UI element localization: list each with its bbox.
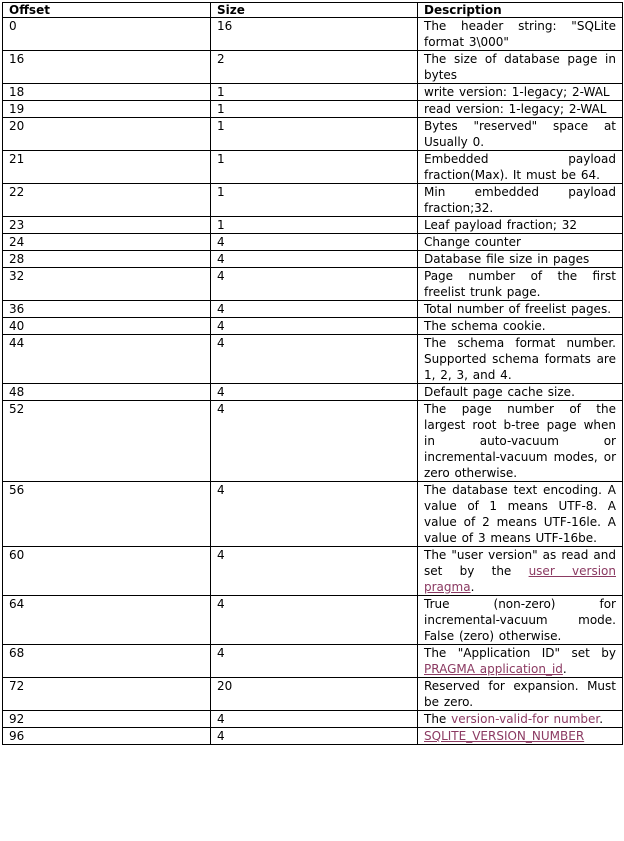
description-text: The "user version" as read and set by the [424,548,616,578]
table-row [3,645,623,678]
table-header-row [3,3,623,18]
table-row [3,318,623,335]
description-link[interactable]: PRAGMA application_id [424,662,563,676]
size-cell: 1 [211,184,418,217]
description-cell: Reserved for expansion. Must be zero. [418,678,623,711]
table-row [3,728,623,745]
description-cell: The schema cookie. [418,318,623,335]
size-cell: 1 [211,118,418,151]
description-cell [418,547,623,596]
description-link[interactable]: SQLITE_VERSION_NUMBER [424,729,585,743]
table-row [3,678,623,711]
description-cell: The database text encoding. A value of 1 means UTF-8. A value of 2 means UTF-16le. A value of 3 means UTF-16be. [418,482,623,547]
table-row [3,217,623,234]
size-cell: 1 [211,217,418,234]
description-cell: The page number of the largest root b-tree page when in auto-vacuum or incremental-vacuum modes, or zero otherwise. [418,401,623,482]
description-cell: Embedded payload fraction(Max). It must be 64. [418,151,623,184]
description-text: The [424,712,452,726]
table-row [3,101,623,118]
table-row [3,301,623,318]
description-cell: The size of database page in bytes [418,51,623,84]
description-cell: Min embedded payload fraction;32. [418,184,623,217]
size-cell: 4 [211,401,418,482]
table-row [3,547,623,596]
offset-cell: 52 [3,401,211,482]
offset-cell: 19 [3,101,211,118]
table-row [3,711,623,728]
description-cell: Leaf payload fraction; 32 [418,217,623,234]
description-cell [418,711,623,728]
description-link[interactable]: version-valid-for number [451,712,600,726]
table-row [3,268,623,301]
size-column-header: Size [211,3,418,18]
description-link[interactable]: user version pragma [424,564,616,594]
table-row [3,151,623,184]
size-cell: 16 [211,18,418,51]
description-text: . [470,580,475,594]
description-cell: Default page cache size. [418,384,623,401]
size-cell: 4 [211,268,418,301]
table-row [3,596,623,645]
table-row [3,482,623,547]
size-cell: 4 [211,596,418,645]
size-cell: 4 [211,251,418,268]
offset-cell: 20 [3,118,211,151]
size-cell: 20 [211,678,418,711]
offset-cell: 68 [3,645,211,678]
offset-cell: 21 [3,151,211,184]
offset-cell: 48 [3,384,211,401]
table-row [3,84,623,101]
size-cell: 4 [211,728,418,745]
size-cell: 1 [211,84,418,101]
table-row [3,251,623,268]
size-cell: 4 [211,234,418,251]
table-row [3,51,623,84]
description-cell: Page number of the first freelist trunk page. [418,268,623,301]
offset-cell: 40 [3,318,211,335]
size-cell: 4 [211,335,418,384]
description-cell: Change counter [418,234,623,251]
table-row [3,234,623,251]
offset-cell: 44 [3,335,211,384]
offset-cell: 32 [3,268,211,301]
description-text: The "Application ID" set by [424,646,616,660]
size-cell: 4 [211,318,418,335]
table-row [3,335,623,384]
description-cell: The schema format number. Supported schema formats are 1, 2, 3, and 4. [418,335,623,384]
description-cell [418,728,623,745]
size-cell: 4 [211,645,418,678]
description-cell: Total number of freelist pages. [418,301,623,318]
table-row [3,18,623,51]
offset-cell: 18 [3,84,211,101]
description-cell: Database file size in pages [418,251,623,268]
size-cell: 4 [211,384,418,401]
offset-column-header: Offset [3,3,211,18]
size-cell: 1 [211,101,418,118]
offset-cell: 92 [3,711,211,728]
offset-cell: 56 [3,482,211,547]
description-cell: The header string: "SQLite format 3\000" [418,18,623,51]
offset-cell: 24 [3,234,211,251]
size-cell: 1 [211,151,418,184]
description-cell: read version: 1-legacy; 2-WAL [418,101,623,118]
offset-cell: 36 [3,301,211,318]
offset-cell: 60 [3,547,211,596]
description-cell: write version: 1-legacy; 2-WAL [418,84,623,101]
description-text: . [599,712,604,726]
size-cell: 4 [211,711,418,728]
offset-cell: 72 [3,678,211,711]
offset-cell: 16 [3,51,211,84]
description-column-header: Description [418,3,623,18]
size-cell: 4 [211,482,418,547]
table-row [3,118,623,151]
table-body [3,18,623,745]
description-cell: Bytes "reserved" space at Usually 0. [418,118,623,151]
offset-cell: 0 [3,18,211,51]
size-cell: 4 [211,547,418,596]
description-cell [418,645,623,678]
size-cell: 4 [211,301,418,318]
offset-cell: 96 [3,728,211,745]
description-text: . [562,662,567,676]
table-row [3,401,623,482]
description-cell: True (non-zero) for incremental-vacuum mode. False (zero) otherwise. [418,596,623,645]
offset-cell: 28 [3,251,211,268]
table-row [3,384,623,401]
sqlite-header-table [2,2,623,745]
offset-cell: 23 [3,217,211,234]
table-row [3,184,623,217]
offset-cell: 64 [3,596,211,645]
offset-cell: 22 [3,184,211,217]
size-cell: 2 [211,51,418,84]
